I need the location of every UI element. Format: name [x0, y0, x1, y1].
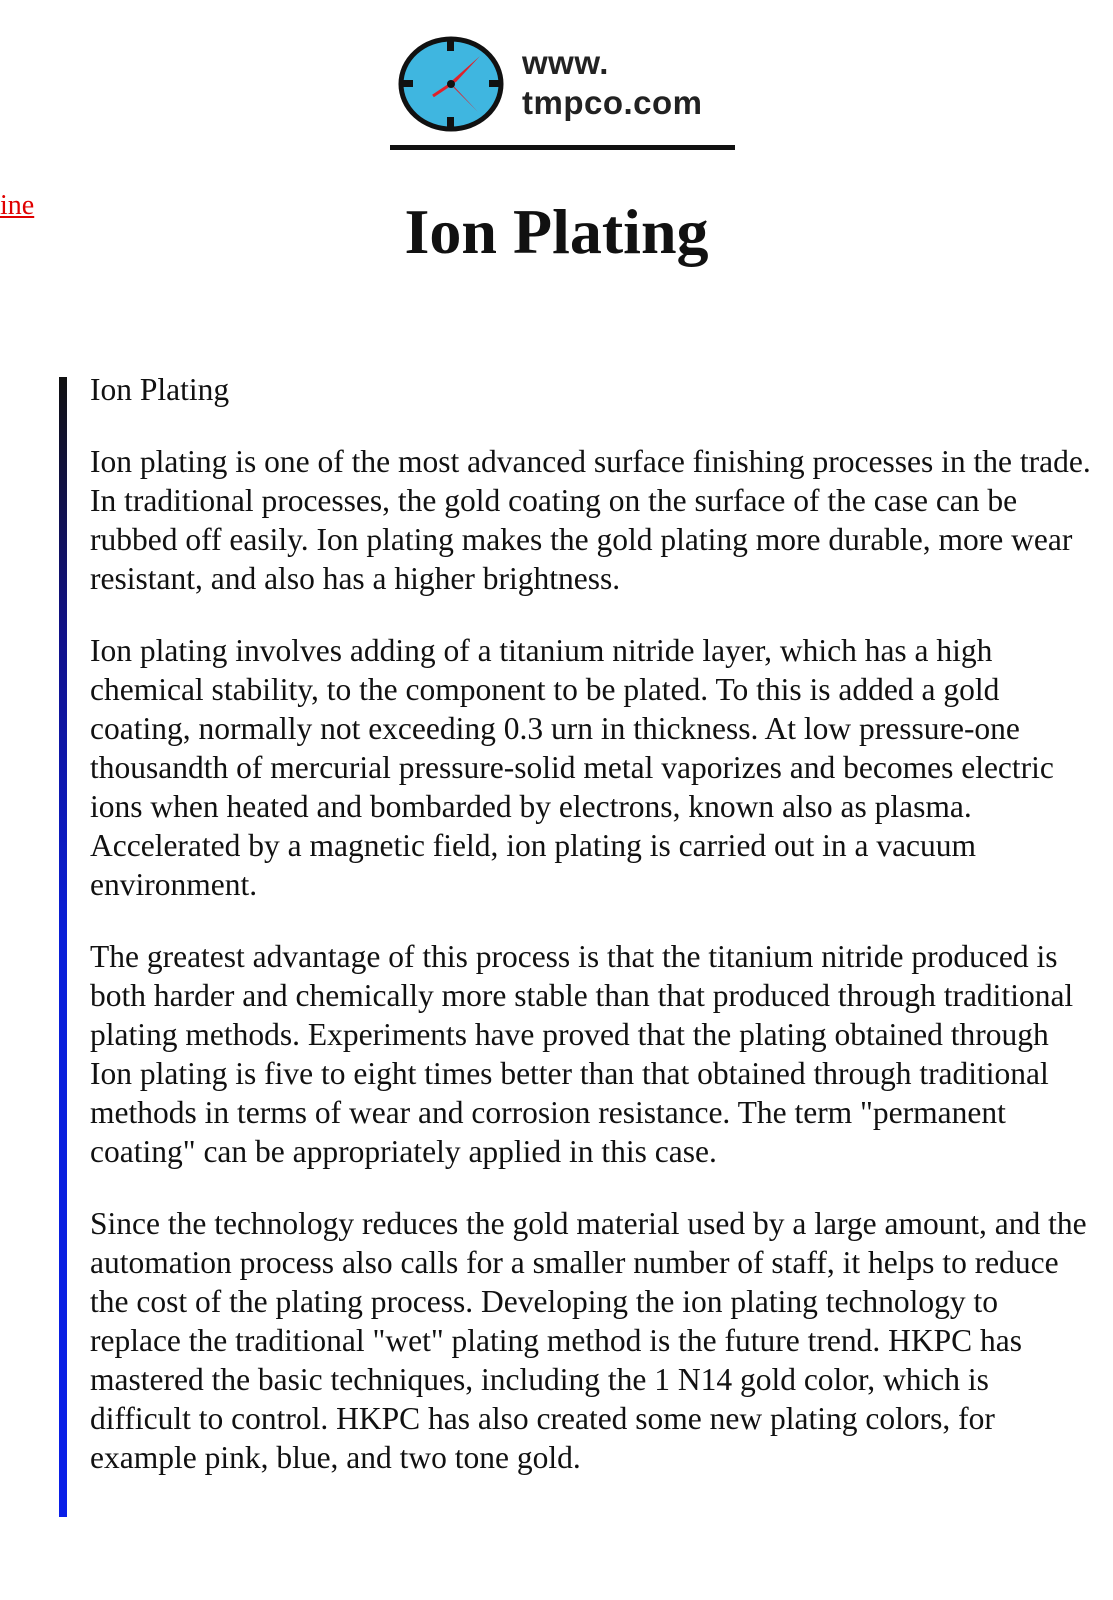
article-paragraph: Ion plating involves adding of a titanium nitride layer, which has a high chemical stability, to the component to be plated. To this is added a gold coating, normally not exceeding 0.3 urn in thickness. At low pressure-one thousandth of mercurial pressure-solid metal vaporizes and becomes electric ions when heated and bombarded by electrons, known also as plasma. Accelerated by a magnetic field, ion plating is carried out in a vacuum environment.: [90, 633, 1054, 902]
page-title: Ion Plating: [404, 196, 709, 267]
logo-text-domain: tmpco.com: [522, 84, 703, 121]
article-body: [90, 370, 1095, 1510]
side-nav-link[interactable]: ine: [0, 190, 35, 221]
clock-icon: [398, 36, 504, 132]
site-logo[interactable]: [398, 34, 728, 134]
article-heading: Ion Plating: [90, 372, 230, 407]
blockquote-bar: [59, 377, 67, 1517]
article-paragraph: Ion plating is one of the most advanced surface finishing processes in the trade. In traditional processes, the gold coating on the surface of the case can be rubbed off easily. Ion plating makes the gold plating more durable, more wear resistant, and also has a higher brightness.: [90, 444, 1091, 596]
article-paragraph: The greatest advantage of this process is that the titanium nitride produced is both harder and chemically more stable than that produced through traditional plating methods. Experiments have proved that the plating obtained through Ion plating is five to eight times better than that obtained through traditional methods in terms of wear and corrosion resistance. The term "permanent coating" can be appropriately applied in this case.: [90, 939, 1074, 1169]
header-divider: [390, 145, 735, 150]
logo-text-www: www.: [522, 44, 609, 81]
article-paragraph: Since the technology reduces the gold material used by a large amount, and the automation process also calls for a smaller number of staff, it helps to reduce the cost of the plating process. Developing the ion plating technology to replace the traditional "wet" plating method is the future trend. HKPC has mastered the basic techniques, including the 1 N14 gold color, which is difficult to control. HKPC has also created some new plating colors, for example pink, blue, and two tone gold.: [90, 1206, 1087, 1475]
